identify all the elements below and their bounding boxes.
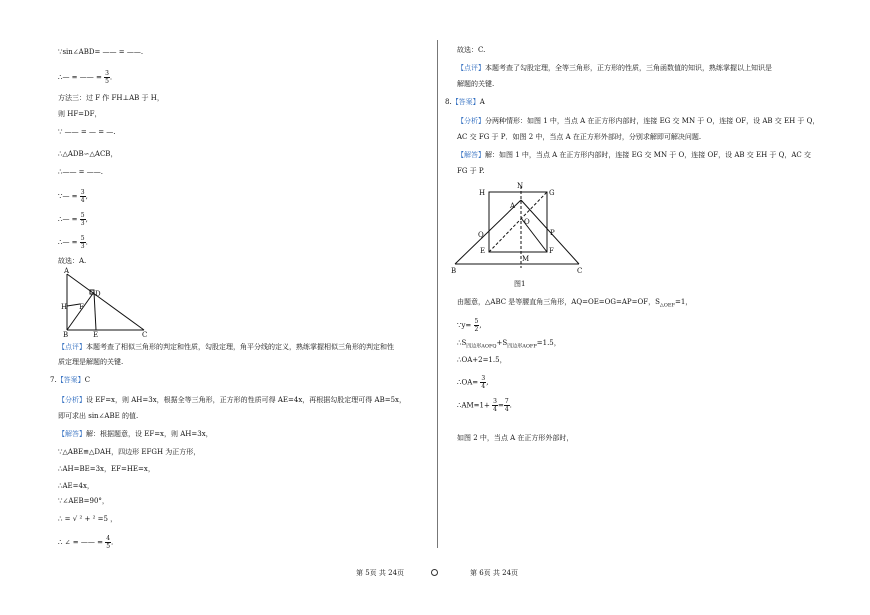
- text-line: 故选：A.: [58, 257, 87, 265]
- text-line: ∵y= $\frac{5}{2}$ ,: [457, 318, 482, 333]
- square-figure: [451, 178, 601, 290]
- right-page: [445, 0, 825, 615]
- text-line: ∴— = $\frac{5}{3}$ .: [58, 235, 88, 250]
- label-h: H: [61, 303, 68, 311]
- text-line: 则 HF=DF，: [58, 110, 102, 118]
- text-line: ∴AM=1+ $\frac{3}{4}$ = $\frac{7}{4}$ .: [457, 398, 512, 413]
- text-line: ∴— = —— = $\frac{3}{5}$ .: [58, 70, 113, 85]
- label-f: F: [79, 303, 84, 311]
- left-page: [50, 0, 433, 615]
- text-line: ∴AE=4x，: [58, 482, 94, 490]
- text-line: 如图 2 中，当点 A 在正方形外部时，: [457, 434, 574, 442]
- label-o: O: [524, 218, 530, 226]
- label-c: C: [577, 267, 583, 275]
- binding-hole-icon: [431, 569, 438, 576]
- comment-tag: 【点评】: [457, 64, 485, 72]
- triangle-figure: [58, 266, 158, 338]
- text-line: 【点评】本题考查了勾股定理，全等三角形，正方形的性质，三角函数值的知识，熟练掌握以上知识是: [457, 64, 772, 72]
- text-line: 故选：C.: [457, 46, 486, 54]
- fraction: $\frac{3}{5}$: [105, 70, 109, 85]
- text-line: $\therefore S_{四边形AOFQ}+S_{四边形AOFP}=1.5$，: [457, 339, 561, 350]
- label-b: B: [451, 267, 457, 275]
- text-line: FG 于 P.: [457, 167, 485, 175]
- label-p: P: [550, 229, 555, 237]
- label-d: D: [95, 290, 101, 298]
- label-a: A: [64, 267, 70, 275]
- text-line: 【点评】本题考查了相似三角形的判定和性质，勾股定理，角平分线的定义，熟练掌握相似三角形的判定和性: [58, 343, 394, 351]
- text-line: ∴ = √ ² + ² =5 ，: [58, 515, 118, 523]
- fraction: $\frac{7}{4}$: [504, 398, 509, 413]
- label-e: E: [93, 331, 99, 338]
- solution-tag: 【解答】: [58, 430, 86, 438]
- comment-tag: 【点评】: [58, 343, 86, 351]
- label-h: H: [479, 189, 486, 197]
- figure-caption: 图1: [514, 280, 526, 288]
- text-line: ∴OA= $\frac{3}{4}$ ,: [457, 375, 489, 390]
- text-line: ∵△ABE≌△DAH，四边形 EFGH 为正方形，: [58, 448, 201, 456]
- text-line: ∵∠AEB=90°，: [58, 497, 109, 505]
- footer-page-right: 第 6页 共 24页: [470, 569, 519, 577]
- text-line: ∴—— = ——.: [58, 168, 103, 176]
- fraction: $\frac{5}{3}$: [80, 235, 85, 250]
- text-line: 解题的关键.: [457, 80, 495, 88]
- text-line: 由题意，△ABC 是等腰直角三角形，AQ=OE=OG=AP=OF，$S_{\triangle OEF}=1$，: [457, 298, 693, 309]
- label-e: E: [480, 247, 486, 255]
- fraction: $\frac{5}{2}$: [474, 318, 479, 333]
- question-header: 7.【答案】C: [50, 376, 91, 384]
- text-line: 【解答】解：如图 1 中，当点 A 在正方形内部时，连接 EG 交 MN 于 O，连接 OF，设 AB 交 EH 于 Q，AC 交: [457, 151, 812, 159]
- text-line: 【分析】分两种情形：如图 1 中，当点 A 在正方形内部时，连接 EG 交 MN 于 O，连接 OF，设 AB 交 EH 于 Q，: [457, 117, 820, 125]
- text-line: ∴AH=BE=3x，EF=HE=x，: [58, 465, 155, 473]
- fraction: $\frac{3}{4}$: [493, 398, 497, 413]
- footer-page-left: 第 5页 共 24页: [356, 569, 405, 577]
- text-line: ∴△ADB∽△ACB，: [58, 150, 118, 158]
- text-line: ∵— = $\frac{3}{4}$ ,: [58, 189, 88, 204]
- analysis-tag: 【分析】: [58, 396, 86, 404]
- fraction: $\frac{4}{5}$: [106, 535, 111, 550]
- text-line: 【解答】解：根据题意，设 EF=x，则 AH=3x，: [58, 430, 213, 438]
- solution-tag: 【解答】: [457, 151, 485, 159]
- label-a: A: [510, 202, 516, 210]
- question-header: 8.【答案】A: [445, 98, 485, 106]
- text-line: ∴— = $\frac{5}{3}$ ,: [58, 212, 88, 227]
- text-line: ∴OA+2=1.5，: [457, 356, 507, 364]
- text-line: 质定理是解题的关键.: [58, 358, 124, 366]
- label-c: C: [142, 331, 148, 338]
- text-line: ∵ —— = — = —.: [58, 128, 116, 136]
- text-line: AC 交 FG 于 P．如图 2 中，当点 A 在正方形外部时，分别求解即可解决问题.: [457, 133, 702, 141]
- page-divider: [437, 40, 438, 548]
- text-line: ∴ ∠ = —— = $\frac{4}{5}$ .: [58, 535, 114, 550]
- label-g: G: [549, 189, 555, 197]
- text-line: 方法三：过 F 作 FH⊥AB 于 H，: [58, 94, 164, 102]
- fraction: $\frac{3}{4}$: [481, 375, 486, 390]
- fraction: $\frac{5}{3}$: [80, 212, 85, 227]
- label-q: Q: [478, 231, 484, 239]
- text-line: 【分析】设 EF=x，则 AH=3x，根据全等三角形，正方形的性质可得 AE=4x，再根据勾股定理可得 AB=5x，: [58, 396, 407, 404]
- label-n: N: [517, 182, 524, 190]
- analysis-tag: 【分析】: [457, 117, 485, 125]
- label-f: F: [549, 247, 554, 255]
- text-line: 即可求出 sin∠ABE 的值.: [58, 412, 139, 420]
- fraction: $\frac{3}{4}$: [80, 189, 85, 204]
- text-line: ∵sin∠ABD= —— = ——.: [58, 48, 144, 56]
- label-m: M: [522, 255, 530, 263]
- label-b: B: [63, 331, 69, 338]
